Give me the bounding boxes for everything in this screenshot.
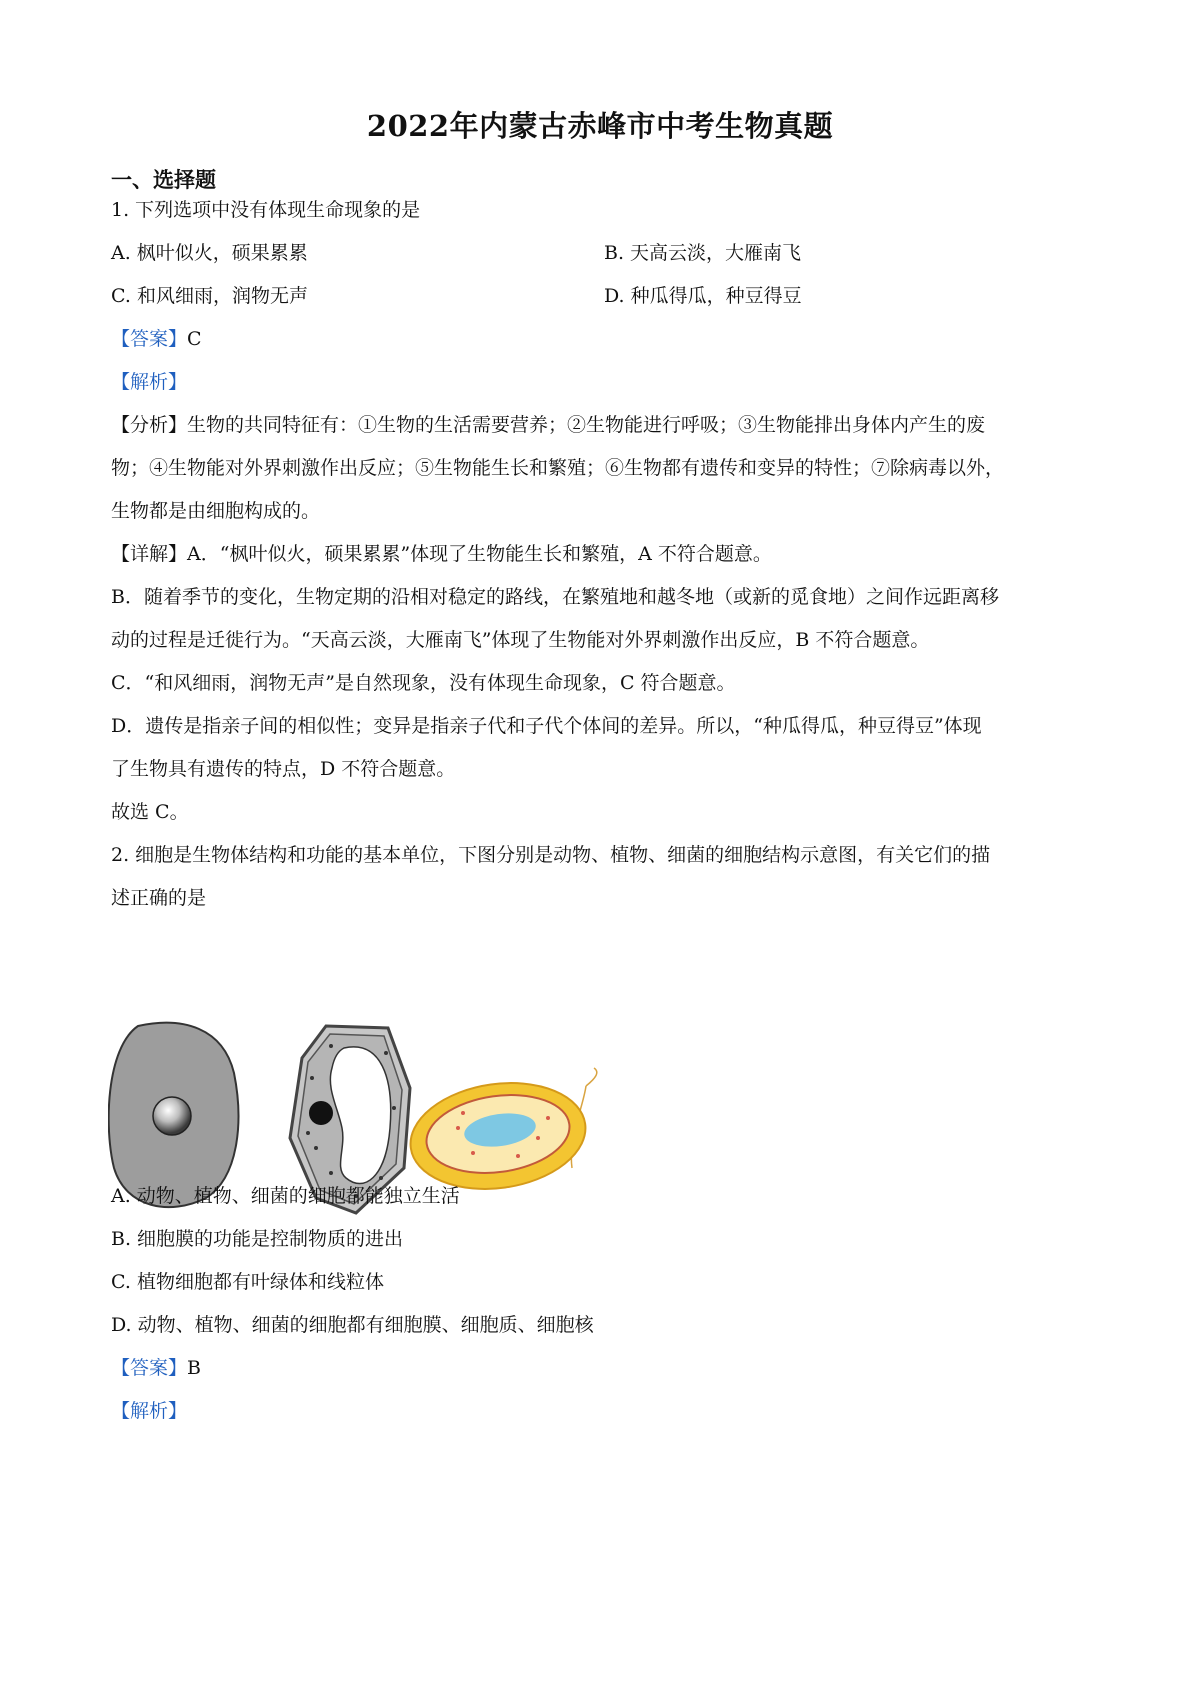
q2-stem-line2: 述正确的是 bbox=[111, 887, 207, 909]
q1-jiexi-tag: 【解析】 bbox=[111, 371, 188, 393]
q2-jiexi-tag: 【解析】 bbox=[111, 1400, 188, 1422]
q2-option-c: C. 植物细胞都有叶绿体和线粒体 bbox=[111, 1271, 384, 1293]
q1-detail-a bbox=[111, 540, 772, 568]
q1-detail-b2: 动的过程是迁徙行为。“天高云淡，大雁南飞”体现了生物能对外界刺激作出反应，B 不符合题意。 bbox=[111, 629, 930, 651]
q1-detail-c: C．“和风细雨，润物无声”是自然现象，没有体现生命现象，C 符合题意。 bbox=[111, 672, 736, 694]
q1-fenxi-line2: 物；④生物能对外界刺激作出反应；⑤生物能生长和繁殖；⑥生物都有遗传和变异的特性；⑦除病毒以外， bbox=[111, 457, 1005, 479]
animal-cell-illustration bbox=[109, 1023, 239, 1207]
section-heading: 一、选择题 bbox=[111, 167, 216, 192]
q1-conclusion: 故选 C。 bbox=[111, 801, 189, 823]
bacterium-illustration bbox=[404, 1068, 597, 1200]
q1-fenxi-line1 bbox=[111, 411, 985, 439]
detail-a-text: A．“枫叶似火，硕果累累”体现了生物能生长和繁殖，A 不符合题意。 bbox=[187, 543, 772, 565]
q2-option-a: A. 动物、植物、细菌的细胞都能独立生活 bbox=[111, 1185, 460, 1207]
q2-answer bbox=[111, 1354, 201, 1382]
q1-detail-b1: B．随着季节的变化，生物定期的沿相对稳定的路线，在繁殖地和越冬地（或新的觅食地）之间作远距离移 bbox=[111, 586, 999, 608]
q1-fenxi-line3: 生物都是由细胞构成的。 bbox=[111, 500, 321, 522]
q1-detail-d1: D．遗传是指亲子间的相似性；变异是指亲子代和子代个体间的差异。所以，“种瓜得瓜，种豆得豆”体现 bbox=[111, 715, 982, 737]
q1-option-a: A. 枫叶似火，硕果累累 bbox=[111, 242, 308, 264]
fenxi-tag: 【分析】 bbox=[111, 414, 188, 436]
q1-option-c: C. 和风细雨，润物无声 bbox=[111, 285, 308, 307]
answer-tag: 【答案】 bbox=[111, 1357, 188, 1379]
q2-stem-line1: 2. 细胞是生物体结构和功能的基本单位，下图分别是动物、植物、细菌的细胞结构示意图，有关它们的描 bbox=[111, 844, 991, 866]
q2-option-d: D. 动物、植物、细菌的细胞都有细胞膜、细胞质、细胞核 bbox=[111, 1314, 594, 1336]
xiangjie-tag: 【详解】 bbox=[111, 543, 188, 565]
q1-answer bbox=[111, 325, 202, 353]
q1-stem: 1. 下列选项中没有体现生命现象的是 bbox=[111, 199, 421, 221]
q1-detail-d2: 了生物具有遗传的特点，D 不符合题意。 bbox=[111, 758, 456, 780]
answer-value: B bbox=[187, 1357, 201, 1379]
fenxi-text: 生物的共同特征有：①生物的生活需要营养；②生物能进行呼吸；③生物能排出身体内产生的废 bbox=[187, 414, 986, 436]
q1-option-d: D. 种瓜得瓜，种豆得豆 bbox=[604, 285, 802, 307]
answer-tag: 【答案】 bbox=[111, 328, 188, 350]
answer-value: C bbox=[187, 328, 202, 350]
page-title: 2022年内蒙古赤峰市中考生物真题 bbox=[366, 109, 834, 143]
q2-option-b: B. 细胞膜的功能是控制物质的进出 bbox=[111, 1228, 404, 1250]
q1-option-b: B. 天高云淡，大雁南飞 bbox=[604, 242, 802, 264]
